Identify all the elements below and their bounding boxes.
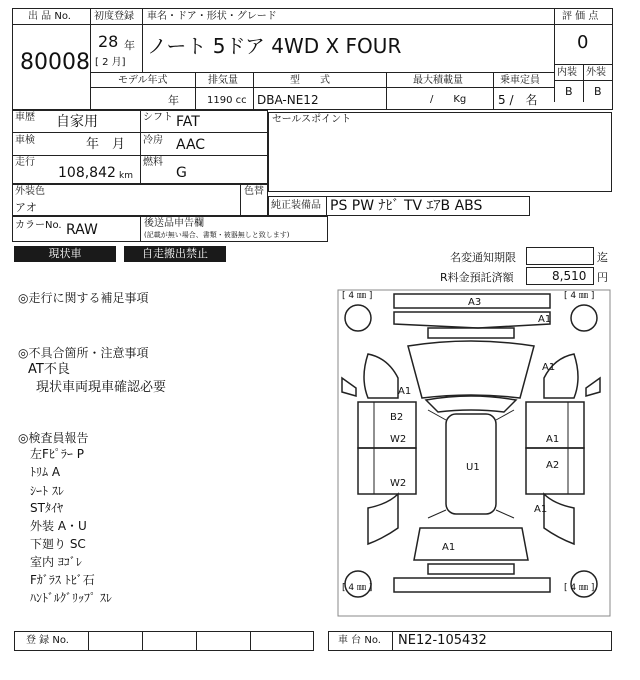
- capacity: 5 / 名: [498, 93, 538, 107]
- inspector-item: Fｶﾞﾗｽ ﾄﾋﾞ石: [30, 573, 95, 587]
- left-rear-door: [358, 448, 416, 494]
- ac: AAC: [176, 137, 206, 153]
- right-front-fender: [544, 354, 578, 398]
- color-section: [12, 184, 268, 216]
- mark-front-upper: A1: [538, 314, 552, 325]
- inspector-item: 左Fﾋﾟﾗｰ P: [30, 447, 84, 461]
- tire-fr-label: [ 4 ㎜ ]: [564, 291, 595, 301]
- defect-item: 現状車両現車確認必要: [36, 380, 167, 395]
- history-label: 車歴: [15, 112, 35, 123]
- shift: FAT: [176, 114, 200, 130]
- reg-no-label: 登 録 No.: [26, 635, 69, 646]
- mileage-unit: km: [119, 171, 133, 181]
- score: 0: [577, 32, 589, 53]
- model-year-label: モデル年式: [118, 75, 168, 86]
- inspector-item: ｼｰﾄ ｽﾚ: [30, 484, 64, 498]
- exterior-label: 外装: [586, 67, 606, 78]
- car-diagram-svg: [328, 288, 612, 620]
- name-change-unit: 迄: [597, 251, 608, 264]
- inspection: 年 月: [86, 137, 126, 152]
- left-front-door: [358, 402, 416, 448]
- recycle-fee: 8,510: [552, 269, 587, 283]
- mark-roof: U1: [466, 462, 480, 473]
- tire-rr-label: [ 4 ㎜ ]: [564, 583, 595, 593]
- rear-plate: [428, 564, 514, 574]
- car-name-label: 車名・ドア・形状・グレード: [147, 11, 277, 22]
- mark-left-front-door: B2: [390, 412, 404, 423]
- shift-label: シフト: [143, 112, 173, 123]
- first-reg-label: 初度登録: [94, 11, 134, 22]
- mark-left-mid-2: W2: [390, 478, 407, 489]
- car-name: ノート 5ドア 4WD X FOUR: [147, 34, 402, 58]
- inspection-label: 車検: [15, 135, 35, 146]
- damage-diagram: [328, 288, 612, 620]
- tire-fl-label: [ 4 ㎜ ]: [342, 291, 373, 301]
- inspector-item: ﾄﾘﾑ A: [30, 465, 61, 479]
- left-rear-fender: [368, 494, 398, 544]
- windshield: [426, 396, 516, 412]
- mark-right-rear-fender: A1: [534, 504, 548, 515]
- chassis-label: 車 台 No.: [338, 635, 381, 646]
- interior-label: 内装: [557, 67, 577, 78]
- as-is-badge: 現状車: [14, 246, 116, 262]
- capacity-label: 乗車定員: [500, 75, 540, 86]
- defects-header: ◎不具合箇所・注意事項: [18, 346, 149, 360]
- mark-front-bumper: A3: [468, 297, 482, 308]
- mark-right-front-fender: A1: [542, 362, 556, 373]
- equipment: PS PW ﾅﾋﾞ TV ｴｱB ABS: [330, 198, 483, 214]
- max-load-label: 最大積載量: [413, 75, 463, 86]
- model-code-label: 型 式: [290, 75, 330, 86]
- right-rear-fender: [544, 494, 574, 544]
- model-code: DBA-NE12: [257, 93, 319, 107]
- tire-rl-label: [ 4 ㎜ ]: [342, 583, 373, 593]
- displacement-label: 排気量: [208, 75, 238, 86]
- ext-color-label: 外装色: [15, 186, 45, 197]
- no-self-drive-badge: 自走搬出禁止: [124, 246, 226, 262]
- interior-grade: B: [565, 85, 573, 98]
- color-no: RAW: [66, 222, 98, 238]
- equipment-label: 純正装備品: [271, 200, 321, 211]
- defect-item: AT不良: [28, 362, 70, 377]
- score-label: 評 価 点: [562, 11, 599, 22]
- inspector-item: 室内 ﾖｺﾞﾚ: [30, 555, 82, 569]
- mark-left-front-fender: A1: [398, 386, 412, 397]
- inspector-item: STﾀｲﾔ: [30, 501, 63, 515]
- reg-year: 28: [98, 32, 119, 51]
- exterior-grade: B: [594, 85, 602, 98]
- after-label: 後送品申告欄: [144, 218, 204, 229]
- front-plate: [428, 328, 514, 338]
- fuel-label: 燃料: [143, 157, 163, 168]
- color-change-label: 色替: [244, 186, 264, 197]
- hood: [408, 341, 534, 398]
- name-change-box: [526, 247, 594, 265]
- after-note: (記載が無い場合、書類・被器無しと致します): [144, 231, 290, 239]
- mark-right-rear-door: A2: [546, 460, 560, 471]
- color-no-label: カラーNo.: [15, 220, 62, 231]
- ext-color: アオ: [15, 201, 37, 214]
- mark-left-mid-1: W2: [390, 434, 407, 445]
- rear-bumper: [394, 578, 550, 592]
- driving-header: ◎走行に関する補足事項: [18, 291, 149, 305]
- reg-month: [ 2 月]: [95, 57, 126, 68]
- sales-point-label: セールスポイント: [272, 114, 352, 125]
- left-front-fender: [364, 354, 398, 398]
- inspector-item: 下廻り SC: [30, 537, 86, 551]
- tire-front-left: [345, 305, 371, 331]
- trunk: [414, 528, 528, 560]
- model-year-unit: 年: [168, 94, 179, 107]
- mileage: 108,842: [58, 165, 116, 181]
- name-change-label: 名変通知期限: [450, 251, 516, 264]
- right-mirror: [586, 378, 600, 396]
- max-load: / Kg: [430, 94, 467, 105]
- recycle-label: R料金預託済額: [440, 271, 514, 284]
- chassis-no: NE12-105432: [398, 633, 487, 648]
- mileage-label: 走行: [15, 157, 35, 168]
- inspector-item: ﾊﾝﾄﾞﾙｸﾞﾘｯﾌﾟ ｽﾚ: [30, 591, 112, 605]
- history: 自家用: [56, 114, 98, 130]
- displacement: 1190 cc: [207, 95, 247, 106]
- right-rear-door: [526, 448, 584, 494]
- inspector-header: ◎検査員報告: [18, 431, 89, 445]
- ac-label: 冷房: [143, 135, 163, 146]
- year-unit: 年: [124, 39, 135, 52]
- lot-no-label: 出 品 No.: [28, 11, 71, 22]
- tire-front-right: [571, 305, 597, 331]
- inspector-item: 外装 A・U: [30, 519, 87, 533]
- lot-no: 80008: [20, 50, 90, 75]
- front-grille: [394, 312, 550, 328]
- fuel: G: [176, 165, 187, 181]
- mark-rear: A1: [442, 542, 456, 553]
- left-mirror: [342, 378, 356, 396]
- mark-right-front-door: A1: [546, 434, 560, 445]
- recycle-unit: 円: [597, 271, 608, 284]
